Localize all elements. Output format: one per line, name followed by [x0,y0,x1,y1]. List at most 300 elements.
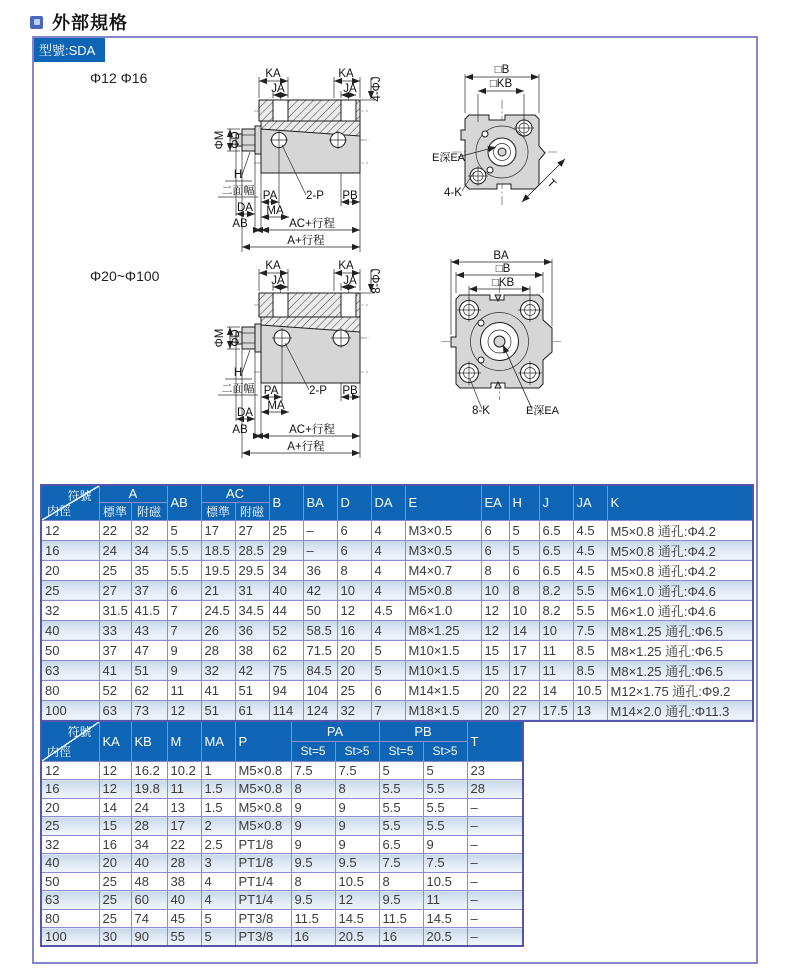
table-cell: 16 [41,540,99,560]
table-cell: 16 [291,928,335,947]
dim-label-pa: PA [262,190,278,202]
table-cell: 34 [269,560,303,580]
table-cell: 50 [41,872,99,891]
table-cell: 30 [99,928,131,947]
corner-label-symbol: 符號 [67,489,92,503]
dim-label-k-holes: 8-K [472,405,490,417]
subcol-st-gt5: St>5 [335,741,379,761]
table-cell: M8×1.25 通孔:Φ6.5 [607,640,753,660]
table-cell: 25 [99,909,131,928]
table-cell: M8×1.25 [405,620,481,640]
table-cell: 37 [131,580,167,600]
col-header-t: T [467,721,523,761]
table-cell: M5×0.8 通孔:Φ4.2 [607,560,753,580]
table-cell: 1.5 [201,780,235,799]
table-cell: – [467,854,523,873]
table-cell: 34.5 [235,600,269,620]
dim-label-flats: 二面幅 [221,185,255,197]
table-row [41,872,523,891]
dim-label-e-depth: E深EA [432,152,466,164]
table-cell: 9.5 [291,891,335,910]
dim-label-da: DA [237,407,253,419]
table-cell: 7.5 [423,854,467,873]
table-cell: M5×0.8 [235,780,291,799]
table-cell: 25 [269,520,303,540]
table-cell: 4.5 [573,560,607,580]
diagram1-side-view [194,56,429,256]
dim-label-square-kb: □KB [491,277,515,289]
table-cell: 9 [335,835,379,854]
table-cell: 5 [371,660,405,680]
table-cell: 33 [99,620,131,640]
diagram1-front-view [432,60,617,245]
table-cell: 5.5 [379,817,423,836]
col-header-e: E [405,485,481,520]
table-cell: 14.5 [335,909,379,928]
col-header-ja: JA [573,485,607,520]
dim-label-square-kb: □KB [489,78,513,90]
table-cell: 8.5 [573,640,607,660]
table-cell: 22 [509,680,539,700]
table-cell: 20 [337,660,371,680]
table-cell: M5×0.8 [235,798,291,817]
table-cell: 52 [269,620,303,640]
table-cell: 11 [167,680,201,700]
table-cell: 7.5 [379,854,423,873]
dim-label-ports: 2-P [306,190,324,202]
table-cell: 37 [99,640,131,660]
table-cell: 5 [201,928,235,947]
table-cell: 10.2 [167,761,201,780]
table-cell: 20 [481,680,509,700]
table-cell: – [467,798,523,817]
dim-label-flats: 二面幅 [221,383,255,395]
table-cell: 11 [539,660,573,680]
dim-label-ja-right: JA [343,83,357,95]
table-cell: 5 [423,761,467,780]
table-row [41,909,523,928]
table-cell: M5×0.8 通孔:Φ4.2 [607,520,753,540]
table-cell: 14 [539,680,573,700]
table-cell: 51 [131,660,167,680]
table-row [41,640,753,660]
dim-label-ba: BA [493,250,509,262]
dim-label-ja-left: JA [271,275,285,287]
table-cell: 14.5 [423,909,467,928]
dim-label-phi-d: ΦD [230,131,242,149]
table-row [41,520,753,540]
dim-label-square-b: □B [495,263,511,275]
table-cell: M10×1.5 [405,640,481,660]
table-cell: 9.5 [291,854,335,873]
subcol-st-eq5: St=5 [379,741,423,761]
table-cell: 21 [201,580,235,600]
dim-label-t: T [544,177,558,191]
table-cell: M12×1.75 通孔:Φ9.2 [607,680,753,700]
table-cell: 19.5 [201,560,235,580]
dim-label-phi-m: ΦM [214,328,226,348]
diagram2-side-view [194,248,429,463]
table-cell: 7.5 [573,620,607,640]
spec-table-dimensions-1 [40,484,754,722]
table-cell: M8×1.25 通孔:Φ6.5 [607,620,753,640]
table-cell: M6×1.0 通孔:Φ4.6 [607,600,753,620]
table-cell: 4.5 [573,540,607,560]
table-cell: 17.5 [539,700,573,721]
table-cell: 12 [481,620,509,640]
table-cell: 11.5 [291,909,335,928]
table-cell: 13 [167,798,201,817]
table-cell: 51 [235,680,269,700]
table-cell: M5×0.8 [405,580,481,600]
table-cell: 4 [371,540,405,560]
col-header-m: M [167,721,201,761]
table-cell: 62 [131,680,167,700]
table-cell: 1 [201,761,235,780]
table-cell: 20 [481,700,509,721]
table-cell: – [303,520,337,540]
table-cell: 16 [379,928,423,947]
table-row [41,835,523,854]
dim-label-pa: PA [263,385,279,397]
table-cell: 114 [269,700,303,721]
page-title: 外部規格 [52,13,128,33]
col-header-a: A [99,485,167,502]
table-cell: 10 [337,580,371,600]
table-cell: 16 [337,620,371,640]
table-cell: 5.5 [573,580,607,600]
col-header-ea: EA [481,485,509,520]
table-cell: 4 [371,520,405,540]
table-cell: 9 [291,817,335,836]
table-cell: 24 [99,540,131,560]
table-cell: 42 [303,580,337,600]
table-cell: 31.5 [99,600,131,620]
dim-label-ports: 2-P [309,385,327,397]
table-cell: 8 [335,780,379,799]
subcol-standard: 標準 [201,502,235,520]
table-cell: – [467,891,523,910]
table-cell: 55 [167,928,201,947]
col-header-da: DA [371,485,405,520]
table-cell: 14 [509,620,539,640]
table-cell: 12 [337,600,371,620]
dim-label-pb: PB [342,190,358,202]
table-cell: 84.5 [303,660,337,680]
table-cell: 10.5 [335,872,379,891]
table-cell: 2 [201,817,235,836]
dim-label-h: H [233,367,243,379]
table-cell: 12 [335,891,379,910]
table-cell: – [467,928,523,947]
table-cell: 73 [131,700,167,721]
table-cell: 6 [481,540,509,560]
table-cell: 20.5 [335,928,379,947]
table-cell: M5×0.8 [235,817,291,836]
corner-label-bore: 内徑 [47,744,72,759]
table-cell: 10.5 [423,872,467,891]
table-row [41,580,753,600]
table-cell: M4×0.7 [405,560,481,580]
col-header-pa: PA [291,721,379,741]
col-header-j: J [539,485,573,520]
table-cell: 36 [303,560,337,580]
table-cell: PT1/4 [235,891,291,910]
dim-label-square-b: □B [494,64,510,76]
table-cell: 6 [509,560,539,580]
table-cell: 8.2 [539,600,573,620]
table-cell: 2.5 [201,835,235,854]
table-cell: 32 [41,835,99,854]
table-cell: 9 [423,835,467,854]
table-cell: 34 [131,835,167,854]
table-cell: 4 [371,580,405,600]
table-cell: 20 [99,854,131,873]
dim-label-a-stroke: A+行程 [287,235,325,247]
table-cell: M5×0.8 通孔:Φ4.2 [607,540,753,560]
table-cell: 61 [235,700,269,721]
table-cell: 12 [99,761,131,780]
table-cell: 10.5 [573,680,607,700]
table-cell: M3×0.5 [405,520,481,540]
table-cell: 47 [131,640,167,660]
table-cell: 25 [337,680,371,700]
table-cell: 15 [481,660,509,680]
table-cell: 25 [41,580,99,600]
table-cell: 9 [167,660,201,680]
dim-label-ja-right: JA [343,275,357,287]
table-row [41,660,753,680]
dim-label-phi-m: ΦM [214,130,226,150]
table-cell: 4.5 [573,520,607,540]
table-cell: 34 [131,540,167,560]
table-cell: 50 [303,600,337,620]
table-cell: 8 [291,872,335,891]
subcol-magnet: 附磁 [235,502,269,520]
table-cell: 3 [201,854,235,873]
table-cell: 58.5 [303,620,337,640]
table1-corner-cell [41,485,99,520]
table-row [41,620,753,640]
table-cell: 12 [41,520,99,540]
table-cell: 32 [131,520,167,540]
table-cell: 20 [41,560,99,580]
table-cell: 90 [131,928,167,947]
table-cell: 6 [337,540,371,560]
table-cell: 1.5 [201,798,235,817]
table-cell: 24 [131,798,167,817]
table-cell: 7 [371,700,405,721]
table-cell: 10 [539,620,573,640]
table-row [41,854,523,873]
table-cell: M14×2.0 通孔:Φ11.3 [607,700,753,721]
col-header-h: H [509,485,539,520]
table-cell: 27 [99,580,131,600]
table-cell: 60 [131,891,167,910]
table-cell: 12 [167,700,201,721]
subcol-st-gt5: St>5 [423,741,467,761]
col-header-p: P [235,721,291,761]
table-row [41,680,753,700]
table-cell: 17 [509,640,539,660]
table-cell: 29.5 [235,560,269,580]
table-cell: 32 [337,700,371,721]
table-cell: 18.5 [201,540,235,560]
table-cell: M6×1.0 [405,600,481,620]
dim-label-ab: AB [232,218,248,230]
table-cell: M6×1.0 通孔:Φ4.6 [607,580,753,600]
spec-table-dimensions-2 [40,720,524,947]
dim-label-ja-left: JA [271,83,285,95]
table-cell: 35 [131,560,167,580]
dim-label-ma: MA [266,205,284,217]
table-cell: 19.8 [131,780,167,799]
table-cell: 42 [235,660,269,680]
table-cell: 32 [201,660,235,680]
table-cell: M3×0.5 [405,540,481,560]
table-cell: 16 [99,835,131,854]
table-cell: 9.5 [379,891,423,910]
table-row [41,780,523,799]
table-cell: 63 [41,891,99,910]
table-cell: 22 [167,835,201,854]
table-cell: 43 [131,620,167,640]
table-cell: 4.5 [371,600,405,620]
col-header-ma: MA [201,721,235,761]
table-cell: 28 [167,854,201,873]
table-cell: 16 [41,780,99,799]
table-cell: 63 [99,700,131,721]
corner-label-symbol: 符號 [67,725,92,739]
table-cell: M14×1.5 [405,680,481,700]
table-cell: 48 [131,872,167,891]
table-cell: 17 [509,660,539,680]
col-header-pb: PB [379,721,467,741]
table-cell: 25 [99,891,131,910]
table-cell: 6.5 [539,560,573,580]
table-cell: 24.5 [201,600,235,620]
table-cell: 7 [167,620,201,640]
table-cell: 4 [371,620,405,640]
table-cell: – [467,909,523,928]
dim-label-bolt-holes: 4-ΦJ [371,76,383,102]
table-row [41,817,523,836]
table-row [41,891,523,910]
table-cell: M5×0.8 [235,761,291,780]
table-cell: 44 [269,600,303,620]
table-cell: 36 [235,620,269,640]
table-cell: 9 [291,798,335,817]
table-cell: 74 [131,909,167,928]
table-cell: 15 [481,640,509,660]
table-cell: 62 [269,640,303,660]
table-cell: 29 [269,540,303,560]
table-cell: 5.5 [423,817,467,836]
diagram2-front-view [426,248,636,468]
dim-label-k-holes: 4-K [444,187,462,199]
table-cell: 11 [539,640,573,660]
col-header-k: K [607,485,753,520]
table-cell: 28 [131,817,167,836]
table-cell: 100 [41,928,99,947]
table-cell: 40 [269,580,303,600]
table-cell: 13 [573,700,607,721]
table-cell: 10 [481,580,509,600]
table-cell: PT1/4 [235,872,291,891]
table-cell: 10 [509,600,539,620]
dim-label-pb: PB [342,385,358,397]
model-badge: 型號:SDA [34,38,105,62]
table-cell: 9.5 [335,854,379,873]
table-cell: 5 [379,761,423,780]
section-bullet-icon [30,16,43,29]
table-cell: 51 [201,700,235,721]
diagram2-caption: Φ20~Φ100 [90,268,160,284]
table-cell: 12 [481,600,509,620]
table-cell: 17 [167,817,201,836]
table-cell: 8 [291,780,335,799]
table-cell: 31 [235,580,269,600]
table-cell: M18×1.5 [405,700,481,721]
table-cell: 9 [335,798,379,817]
table-cell: 94 [269,680,303,700]
diagram1-caption: Φ12 Φ16 [90,70,148,86]
table-cell: 5.5 [423,798,467,817]
table-row [41,600,753,620]
table-cell: 40 [167,891,201,910]
table-cell: 22 [99,520,131,540]
table-cell: 15 [99,817,131,836]
col-header-d: D [337,485,371,520]
table-cell: 104 [303,680,337,700]
table-cell: 6 [337,520,371,540]
col-header-b: B [269,485,303,520]
table-cell: 40 [131,854,167,873]
dim-label-ka-right: KA [338,68,354,80]
table-row [41,540,753,560]
table-cell: – [467,872,523,891]
table-cell: 27 [509,700,539,721]
table-cell: 80 [41,909,99,928]
table-cell: 52 [99,680,131,700]
table-cell: 6 [167,580,201,600]
table-cell: 75 [269,660,303,680]
table-cell: 5 [201,909,235,928]
table-cell: 25 [99,560,131,580]
table-cell: 41 [99,660,131,680]
table-cell: 23 [467,761,523,780]
table-row [41,700,753,721]
table-cell: 8 [481,560,509,580]
table-cell: 8 [509,580,539,600]
dim-label-ka-left: KA [265,68,281,80]
table-cell: 7.5 [291,761,335,780]
table-cell: 5 [371,640,405,660]
dim-label-phi-d: ΦD [230,329,242,347]
dim-label-ka-right: KA [338,260,354,272]
table-cell: 5.5 [379,798,423,817]
table-cell: 8 [337,560,371,580]
table-cell: 12 [99,780,131,799]
table-cell: 5.5 [167,560,201,580]
subcol-standard: 標準 [99,502,131,520]
table-cell: PT1/8 [235,835,291,854]
col-header-ac: AC [201,485,269,502]
table-cell: 5 [509,520,539,540]
spec-panel [32,36,758,964]
table-cell: 45 [167,909,201,928]
corner-label-bore: 内徑 [47,503,72,518]
